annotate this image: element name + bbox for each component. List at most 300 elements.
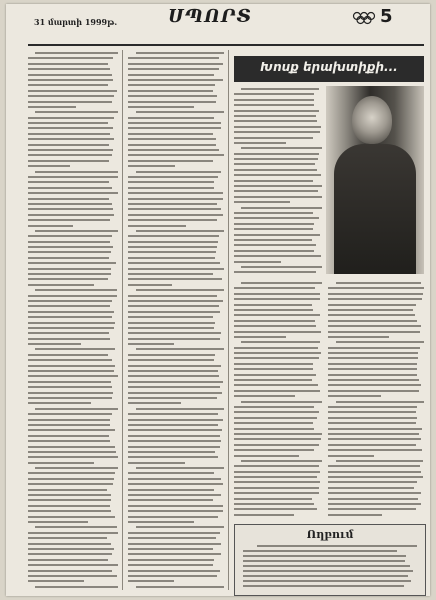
text-line (234, 406, 314, 408)
text-line (328, 514, 382, 516)
text-line (234, 93, 314, 95)
text-line (28, 424, 110, 426)
text-line (128, 295, 217, 297)
text-line (328, 390, 419, 392)
text-line (28, 505, 110, 507)
text-line (28, 510, 111, 512)
article-column-3-bottom (234, 282, 322, 518)
newspaper-page (6, 4, 430, 596)
text-line (234, 255, 321, 257)
text-line (234, 298, 320, 300)
text-line (328, 471, 421, 473)
text-line (336, 460, 423, 462)
text-line (128, 402, 181, 404)
article-column-1 (28, 52, 118, 592)
text-line (328, 508, 416, 510)
text-line (28, 101, 112, 103)
text-line (234, 352, 321, 354)
text-line (128, 257, 215, 259)
text-line (28, 494, 111, 496)
text-line (328, 503, 421, 505)
portrait-photo (326, 86, 424, 274)
text-line (28, 154, 112, 156)
text-line (28, 392, 113, 394)
text-line (128, 462, 185, 464)
text-line (28, 381, 111, 383)
text-line (128, 68, 219, 70)
text-line (128, 268, 224, 270)
text-line (128, 570, 220, 572)
text-line (128, 311, 220, 313)
text-line (234, 201, 290, 203)
text-line (328, 384, 421, 386)
text-line (28, 402, 91, 404)
text-line (128, 472, 214, 474)
text-line (28, 133, 110, 135)
text-line (241, 88, 319, 90)
text-line (234, 244, 316, 246)
text-line (234, 357, 319, 359)
text-line (128, 198, 223, 200)
text-line (243, 555, 406, 557)
text-line (234, 508, 317, 510)
text-line (234, 455, 299, 457)
text-line (28, 127, 113, 129)
text-line (28, 419, 110, 421)
text-line (234, 228, 313, 230)
text-line (128, 316, 213, 318)
text-line (128, 397, 217, 399)
text-line (128, 559, 214, 561)
text-line (28, 375, 118, 377)
text-line (136, 348, 224, 350)
text-line (128, 359, 214, 361)
text-line (328, 314, 415, 316)
text-line (234, 374, 316, 376)
text-line (28, 354, 108, 356)
text-line (328, 395, 381, 397)
text-line (35, 467, 118, 469)
article-column-2 (128, 52, 224, 592)
text-line (128, 219, 217, 221)
text-line (328, 481, 417, 483)
text-line (328, 287, 424, 289)
text-line (28, 429, 115, 431)
text-line (234, 304, 312, 306)
text-line (241, 401, 322, 403)
text-line (28, 311, 114, 313)
text-line (28, 516, 115, 518)
text-line (328, 438, 421, 440)
text-line (128, 424, 218, 426)
text-line (234, 190, 318, 192)
text-line (234, 142, 286, 144)
text-line (28, 553, 112, 555)
text-line (234, 347, 318, 349)
text-line (128, 63, 223, 65)
text-line (35, 408, 118, 410)
text-line (28, 521, 88, 523)
text-line (328, 293, 423, 295)
text-line (234, 336, 286, 338)
text-line (128, 225, 186, 227)
text-line (28, 68, 110, 70)
page-number: 5 (380, 6, 393, 27)
text-line (28, 478, 114, 480)
text-line (234, 411, 319, 413)
text-line (35, 348, 115, 350)
text-line (128, 79, 223, 81)
text-line (128, 106, 194, 108)
text-line (234, 417, 317, 419)
text-line (128, 575, 217, 577)
text-line (328, 298, 422, 300)
olympic-rings-icon (352, 10, 376, 26)
text-line (28, 575, 117, 577)
text-line (234, 481, 320, 483)
text-line (128, 483, 223, 485)
text-line (128, 548, 213, 550)
text-line (128, 392, 222, 394)
column-divider (122, 50, 123, 590)
text-line (28, 570, 112, 572)
text-line (241, 460, 322, 462)
text-line (128, 564, 213, 566)
text-line (28, 192, 118, 194)
text-line (28, 548, 114, 550)
text-line (28, 295, 117, 297)
text-line (128, 338, 220, 340)
text-line (328, 492, 421, 494)
text-line (234, 503, 314, 505)
text-line (243, 580, 411, 582)
text-line (128, 251, 216, 253)
text-line (128, 413, 218, 415)
text-line (234, 174, 321, 176)
text-line (234, 309, 313, 311)
text-line (234, 271, 316, 273)
text-line (128, 510, 223, 512)
text-line (28, 370, 114, 372)
text-line (28, 316, 112, 318)
text-line (136, 467, 224, 469)
text-line (234, 158, 318, 160)
text-line (234, 99, 314, 101)
text-line (128, 521, 194, 523)
text-line (128, 133, 213, 135)
text-line (234, 384, 318, 386)
text-line (28, 106, 76, 108)
issue-date: 31 մարտի 1999թ. (34, 17, 118, 27)
text-line (243, 560, 405, 562)
text-line (328, 476, 423, 478)
text-line (328, 309, 413, 311)
text-line (28, 532, 118, 534)
text-line (234, 239, 312, 241)
text-line (28, 203, 112, 205)
text-line (128, 203, 217, 205)
text-line (136, 408, 224, 410)
text-line (128, 284, 172, 286)
text-line (28, 273, 111, 275)
text-line (234, 492, 319, 494)
text-line (128, 440, 221, 442)
text-line (328, 417, 417, 419)
text-line (328, 357, 418, 359)
text-line (28, 144, 109, 146)
text-line (128, 343, 174, 345)
text-line (128, 74, 214, 76)
text-line (28, 305, 110, 307)
text-line (336, 282, 421, 284)
text-line (28, 543, 111, 545)
text-line (28, 462, 94, 464)
text-line (234, 465, 319, 467)
text-line (28, 332, 109, 334)
text-line (128, 262, 220, 264)
text-line (28, 246, 113, 248)
text-line (328, 325, 421, 327)
text-line (128, 365, 221, 367)
text-line (136, 289, 224, 291)
text-line (128, 381, 223, 383)
text-line (128, 278, 222, 280)
text-line (136, 171, 222, 173)
text-line (35, 586, 118, 588)
text-line (28, 489, 107, 491)
text-line (28, 225, 73, 227)
text-line (328, 422, 416, 424)
text-line (128, 494, 221, 496)
text-line (234, 196, 322, 198)
text-line (128, 149, 219, 151)
text-line (234, 449, 314, 451)
text-line (35, 526, 117, 528)
text-line (128, 553, 221, 555)
text-line (328, 304, 416, 306)
text-line (328, 363, 417, 365)
text-line (234, 169, 317, 171)
text-line (234, 110, 319, 112)
text-line (128, 429, 222, 431)
text-line (28, 268, 111, 270)
text-line (128, 138, 216, 140)
text-line (28, 251, 111, 253)
text-line (28, 327, 114, 329)
text-line (234, 250, 314, 252)
header-rule (28, 44, 424, 46)
article-column-3-top (234, 88, 322, 276)
text-line (28, 84, 108, 86)
text-line (243, 575, 408, 577)
text-line (128, 192, 223, 194)
text-line (128, 386, 220, 388)
text-line (28, 181, 109, 183)
text-line (234, 438, 321, 440)
text-line (28, 300, 112, 302)
text-line (128, 327, 214, 329)
text-line (28, 278, 108, 280)
text-line (128, 446, 220, 448)
text-line (28, 580, 84, 582)
text-line (28, 79, 113, 81)
text-line (234, 363, 313, 365)
text-line (28, 208, 113, 210)
text-line (328, 368, 417, 370)
text-line (128, 370, 218, 372)
text-line (128, 144, 216, 146)
text-line (234, 115, 316, 117)
text-line (328, 352, 418, 354)
text-line (234, 395, 295, 397)
text-line (136, 111, 224, 113)
text-line (28, 138, 114, 140)
text-line (128, 478, 221, 480)
text-line (128, 154, 224, 156)
text-line (234, 487, 319, 489)
text-line (128, 580, 174, 582)
text-line (28, 451, 116, 453)
text-line (28, 74, 112, 76)
text-line (128, 246, 217, 248)
text-line (234, 498, 312, 500)
text-line (28, 564, 118, 566)
text-line (234, 217, 319, 219)
text-line (28, 198, 109, 200)
text-line (234, 120, 317, 122)
column-divider (228, 50, 229, 590)
text-line (234, 185, 322, 187)
text-line (234, 433, 322, 435)
text-line (28, 446, 115, 448)
text-line (28, 219, 110, 221)
text-line (128, 489, 214, 491)
text-line (234, 379, 312, 381)
text-line (241, 147, 322, 149)
text-line (28, 63, 108, 65)
text-line (128, 499, 213, 501)
text-line (234, 514, 294, 516)
text-line (28, 397, 112, 399)
text-line (234, 163, 315, 165)
text-line (128, 117, 214, 119)
obituary-box (234, 524, 426, 596)
text-line (128, 57, 219, 59)
text-line (28, 149, 113, 151)
text-line (128, 451, 215, 453)
text-line (28, 284, 94, 286)
text-line (234, 104, 314, 106)
article-headline: Խոսք երախտիքի... (260, 60, 398, 74)
text-line (28, 262, 116, 264)
text-line (35, 230, 118, 232)
text-line (243, 570, 413, 572)
text-line (328, 374, 417, 376)
text-line (28, 57, 113, 59)
text-line (234, 223, 314, 225)
text-line (28, 235, 112, 237)
text-line (234, 293, 320, 295)
text-line (128, 122, 221, 124)
text-line (234, 287, 315, 289)
text-line (28, 241, 110, 243)
text-line (128, 300, 223, 302)
text-line (234, 444, 319, 446)
text-line (234, 153, 319, 155)
text-line (128, 208, 221, 210)
text-line (328, 379, 419, 381)
text-line (28, 257, 109, 259)
text-line (234, 476, 317, 478)
obituary-title: Ողբում (306, 528, 354, 541)
text-line (257, 545, 417, 547)
portrait-body (334, 144, 416, 274)
text-line (128, 543, 221, 545)
text-line (234, 137, 313, 139)
text-line (128, 419, 223, 421)
text-line (234, 131, 320, 133)
text-line (328, 449, 422, 451)
text-line (128, 187, 214, 189)
text-line (28, 413, 112, 415)
portrait-head (352, 96, 392, 144)
text-line (28, 359, 112, 361)
text-line (234, 471, 320, 473)
text-line (234, 390, 320, 392)
text-line (128, 537, 216, 539)
text-line (128, 273, 213, 275)
text-line (128, 375, 219, 377)
text-line (28, 214, 114, 216)
text-line (234, 428, 314, 430)
text-line (128, 332, 221, 334)
text-line (28, 365, 115, 367)
text-line (136, 586, 224, 588)
text-line (28, 338, 110, 340)
text-line (128, 532, 220, 534)
text-line (234, 212, 313, 214)
text-line (234, 368, 313, 370)
text-line (234, 126, 321, 128)
text-line (328, 336, 389, 338)
text-line (128, 165, 175, 167)
text-line (28, 165, 70, 167)
text-line (28, 187, 112, 189)
text-line (35, 52, 118, 54)
text-line (28, 559, 108, 561)
text-line (28, 537, 107, 539)
text-line (241, 282, 322, 284)
text-line (28, 117, 114, 119)
text-line (28, 499, 111, 501)
text-line (241, 341, 320, 343)
text-line (328, 347, 420, 349)
text-line (241, 266, 322, 268)
text-line (28, 95, 114, 97)
text-line (128, 505, 223, 507)
text-line (128, 214, 223, 216)
article-banner (234, 56, 424, 82)
text-line (328, 331, 420, 333)
text-line (243, 565, 410, 567)
text-line (234, 325, 316, 327)
text-line (234, 261, 281, 263)
text-line (243, 585, 404, 587)
text-line (136, 526, 224, 528)
text-line (35, 171, 118, 173)
text-line (28, 176, 118, 178)
text-line (243, 550, 397, 552)
